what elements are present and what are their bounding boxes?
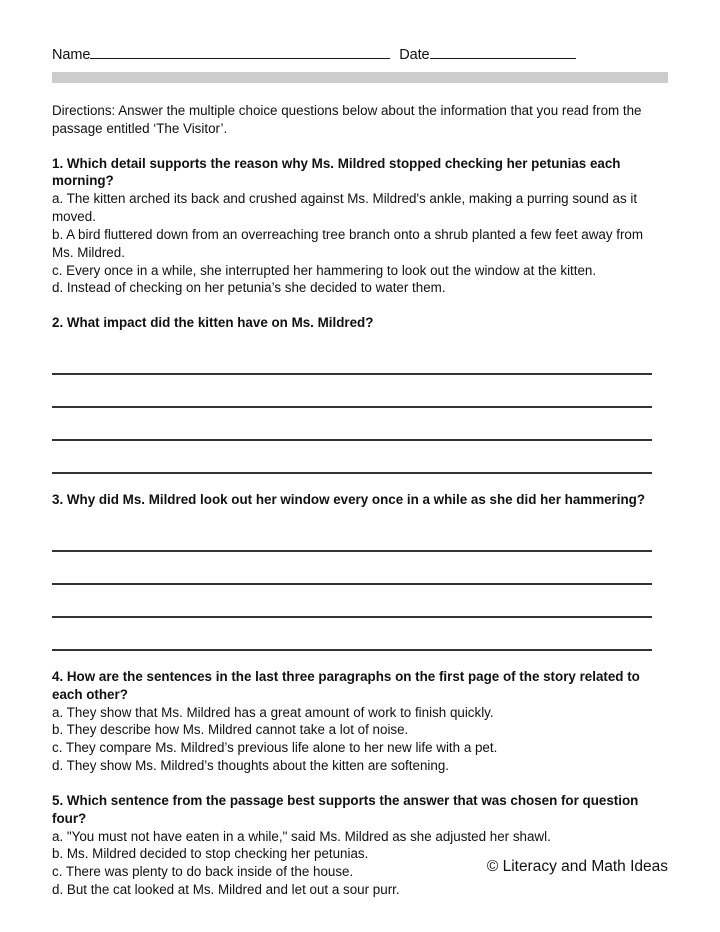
answer-line[interactable] xyxy=(52,585,652,618)
answer-line[interactable] xyxy=(52,552,652,585)
question-5-stem: 5. Which sentence from the passage best supports the answer that was chosen for question four? xyxy=(52,792,639,826)
date-input-line[interactable] xyxy=(430,46,576,59)
name-date-row xyxy=(52,46,668,63)
question-2 xyxy=(52,314,668,474)
answer-line[interactable] xyxy=(52,618,652,651)
directions-text: Directions: Answer the multiple choice questions below about the information that you read from the passage entitled ‘The Visitor’. xyxy=(52,103,642,136)
question-4-stem: 4. How are the sentences in the last three paragraphs on the first page of the story related to each other? xyxy=(52,668,640,702)
question-1-option-a[interactable]: a. The kitten arched its back and crushed against Ms. Mildred's ankle, making a purring sound as it moved. xyxy=(52,191,638,225)
question-4 xyxy=(52,668,668,775)
question-3-stem: 3. Why did Ms. Mildred look out her window every once in a while as she did her hammering? xyxy=(52,492,646,508)
date-label: Date xyxy=(399,47,430,63)
question-5-option-b[interactable]: b. Ms. Mildred decided to stop checking her petunias. xyxy=(52,846,369,862)
question-1-option-c[interactable]: c. Every once in a while, she interrupted her hammering to look out the window at the kitten. xyxy=(52,262,597,278)
answer-line[interactable] xyxy=(52,441,652,474)
question-1-stem: 1. Which detail supports the reason why Ms. Mildred stopped checking her petunias each morning? xyxy=(52,155,621,189)
question-5-option-a[interactable]: a. "You must not have eaten in a while," said Ms. Mildred as she adjusted her shawl. xyxy=(52,828,551,844)
question-3-answer-area[interactable] xyxy=(52,519,668,651)
question-1-option-b[interactable]: b. A bird fluttered down from an overreaching tree branch onto a shrub planted a few feet away from Ms. Mildred. xyxy=(52,226,644,260)
answer-line[interactable] xyxy=(52,408,652,441)
worksheet-body xyxy=(52,46,668,899)
question-2-answer-area[interactable] xyxy=(52,342,668,474)
question-3 xyxy=(52,491,668,651)
question-4-option-b[interactable]: b. They describe how Ms. Mildred cannot take a lot of noise. xyxy=(52,722,409,738)
question-4-option-a[interactable]: a. They show that Ms. Mildred has a great amount of work to finish quickly. xyxy=(52,704,494,720)
question-1-option-d[interactable]: d. Instead of checking on her petunia’s she decided to water them. xyxy=(52,280,446,296)
question-5-option-d[interactable]: d. But the cat looked at Ms. Mildred and let out a sour purr. xyxy=(52,882,400,898)
question-5-option-c[interactable]: c. There was plenty to do back inside of the house. xyxy=(52,864,354,880)
question-4-option-c[interactable]: c. They compare Ms. Mildred’s previous life alone to her new life with a pet. xyxy=(52,740,498,756)
answer-line[interactable] xyxy=(52,519,652,552)
header-divider-band xyxy=(52,72,668,83)
name-input-line[interactable] xyxy=(90,46,390,59)
answer-line[interactable] xyxy=(52,375,652,408)
answer-line[interactable] xyxy=(52,342,652,375)
question-5 xyxy=(52,792,668,899)
question-4-option-d[interactable]: d. They show Ms. Mildred’s thoughts about the kitten are softening. xyxy=(52,758,449,774)
question-2-stem: 2. What impact did the kitten have on Ms. Mildred? xyxy=(52,315,374,331)
name-label: Name xyxy=(52,47,91,63)
footer-copyright: © Literacy and Math Ideas xyxy=(486,858,668,875)
question-1 xyxy=(52,155,668,298)
